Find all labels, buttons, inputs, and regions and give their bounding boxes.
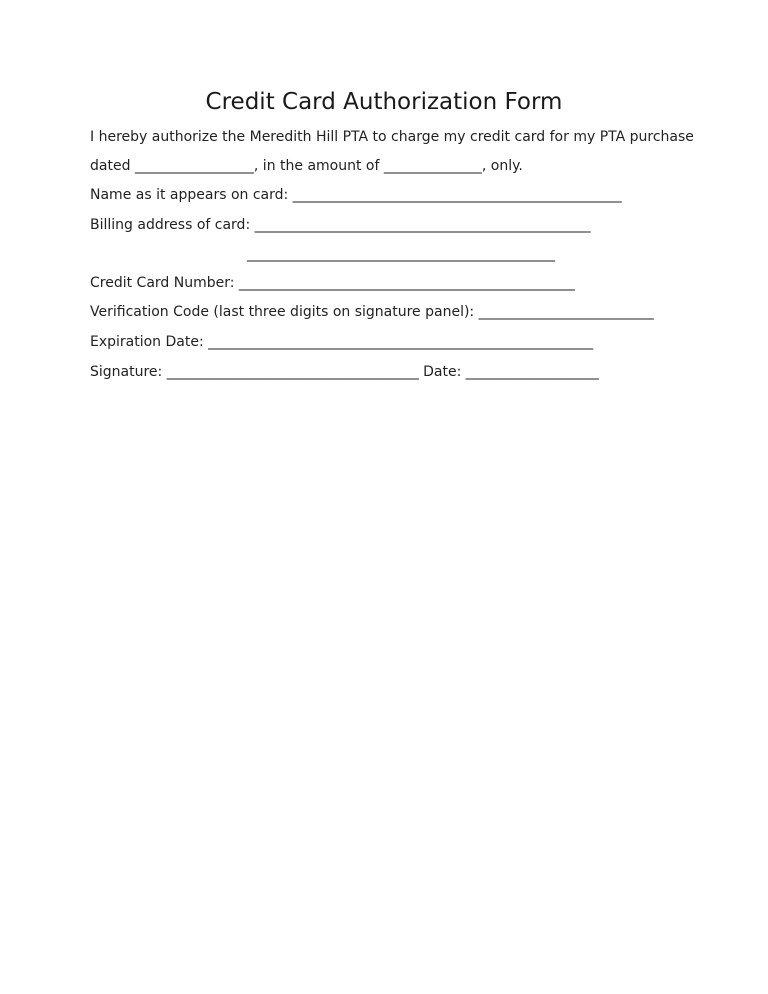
billing-address-line-1: Billing address of card: ________________________________________________ xyxy=(90,217,591,233)
expiration-date-line: Expiration Date: _______________________________________________________ xyxy=(90,334,594,350)
card-number-line: Credit Card Number: ________________________________________________ xyxy=(90,275,575,291)
form-title: Credit Card Authorization Form xyxy=(205,89,563,115)
verification-code-line: Verification Code (last three digits on signature panel): _________________________ xyxy=(90,304,654,320)
billing-address-line-2: ____________________________________________ xyxy=(247,246,555,262)
authorization-statement-line-1: I hereby authorize the Meredith Hill PTA to charge my credit card for my PTA purchase xyxy=(90,129,694,145)
date-and-amount-line: dated _________________, in the amount of ______________, only. xyxy=(90,158,523,174)
name-on-card-line: Name as it appears on card: _______________________________________________ xyxy=(90,187,622,203)
signature-and-date-line: Signature: ____________________________________ Date: ___________________ xyxy=(90,364,599,380)
